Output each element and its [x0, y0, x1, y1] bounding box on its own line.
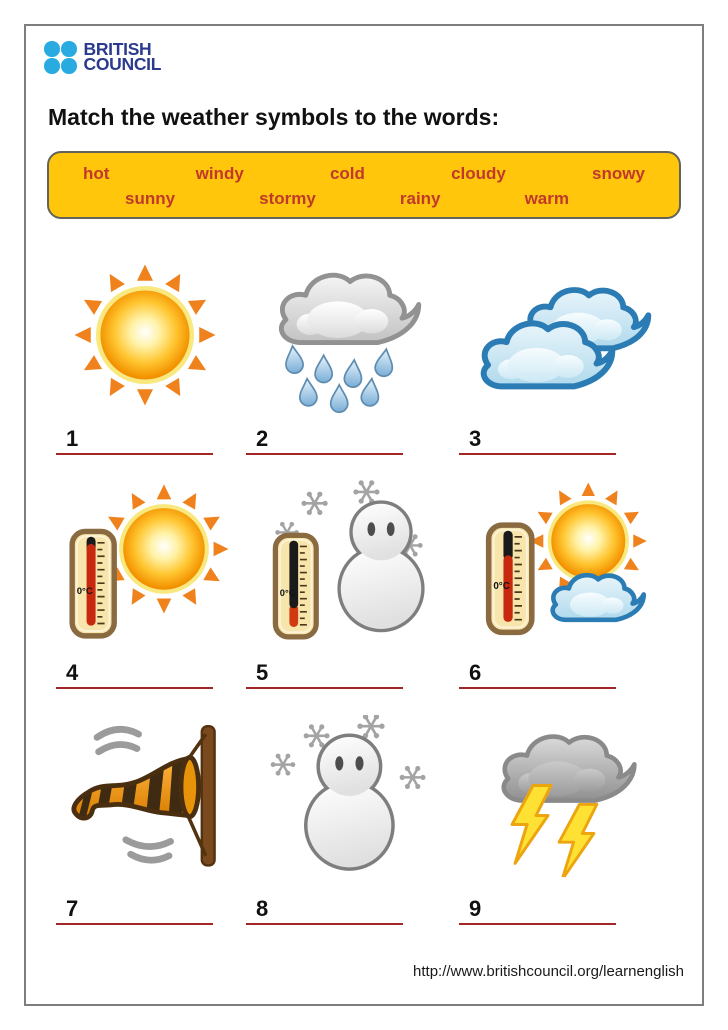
item-number: 2	[256, 425, 269, 451]
symbol-cell-1	[50, 243, 240, 459]
item-number: 6	[469, 659, 482, 685]
warm-thermometer-sun-cloud-icon	[479, 459, 647, 662]
answer-line	[246, 923, 403, 926]
symbol-cell-8	[240, 693, 453, 929]
symbol-cell-4	[50, 459, 240, 693]
symbol-cell-3	[453, 243, 672, 459]
windsock-mouth	[181, 758, 199, 817]
symbol-cell-9	[453, 693, 672, 929]
item-number: 7	[66, 895, 79, 921]
symbol-cell-5	[240, 459, 453, 693]
symbol-cell-6	[453, 459, 672, 693]
thermometer-warm-icon	[488, 525, 531, 632]
answer-line	[459, 687, 616, 690]
item-number: 5	[256, 659, 269, 685]
snowman-icon	[340, 504, 420, 629]
snowman-icon	[307, 737, 391, 867]
answer-line	[246, 687, 403, 690]
word-windy: windy	[195, 164, 244, 183]
answer-line	[459, 923, 616, 926]
rain-cloud	[281, 276, 418, 343]
answer-line	[56, 687, 213, 690]
cold-thermometer-snowman-icon	[266, 459, 428, 662]
snowflake-icon	[399, 766, 425, 789]
storm-cloud	[503, 737, 634, 801]
sunny-sun-icon	[66, 243, 224, 428]
hot-thermometer-sun-icon	[61, 459, 229, 662]
word-warm: warm	[524, 189, 569, 208]
logo-text	[83, 38, 162, 75]
rainy-cloud-raindrops-icon	[268, 243, 426, 428]
answer-line	[459, 453, 616, 456]
logo-dots-icon	[44, 41, 77, 74]
item-number: 4	[66, 659, 79, 685]
logo-line2: COUNCIL	[83, 54, 162, 75]
snowflake-icon	[270, 754, 295, 776]
snowflake-icon	[353, 480, 379, 503]
item-number: 9	[469, 895, 482, 921]
stormy-cloud-lightning-icon	[484, 693, 642, 898]
thermometer-hot-icon	[72, 532, 114, 636]
windsock-pole	[202, 726, 215, 865]
footer-url: http://www.britishcouncil.org/learnenglish	[413, 963, 684, 980]
answer-line	[56, 923, 213, 926]
word-hot: hot	[83, 164, 110, 183]
snowy-snowman-snowflakes-icon	[267, 693, 427, 898]
snowflake-icon	[301, 492, 327, 515]
word-cold: cold	[329, 164, 365, 183]
symbols-grid	[50, 243, 672, 929]
thermometer-cold-icon	[275, 536, 316, 637]
raindrops	[284, 345, 395, 412]
answer-line	[56, 453, 213, 456]
word-snowy: snowy	[592, 164, 645, 183]
page-title: Match the weather symbols to the words:	[48, 104, 500, 130]
snowflake-icon	[357, 715, 384, 738]
logo-line1: BRITISH	[83, 38, 152, 59]
word-rainy: rainy	[399, 189, 441, 208]
symbol-cell-2	[240, 243, 453, 459]
british-council-logo	[44, 38, 162, 75]
windy-windsock-icon	[65, 693, 225, 898]
symbol-cell-7	[50, 693, 240, 929]
item-number: 3	[469, 425, 482, 451]
item-number: 8	[256, 895, 269, 921]
word-bank-row-2	[49, 184, 679, 209]
word-stormy: stormy	[259, 189, 316, 208]
word-bank	[47, 151, 681, 219]
word-cloudy: cloudy	[451, 164, 506, 183]
word-sunny: sunny	[125, 189, 176, 208]
item-number: 1	[66, 425, 79, 451]
word-bank-row-1	[49, 153, 679, 184]
cloudy-clouds-icon	[470, 243, 656, 428]
answer-line	[246, 453, 403, 456]
